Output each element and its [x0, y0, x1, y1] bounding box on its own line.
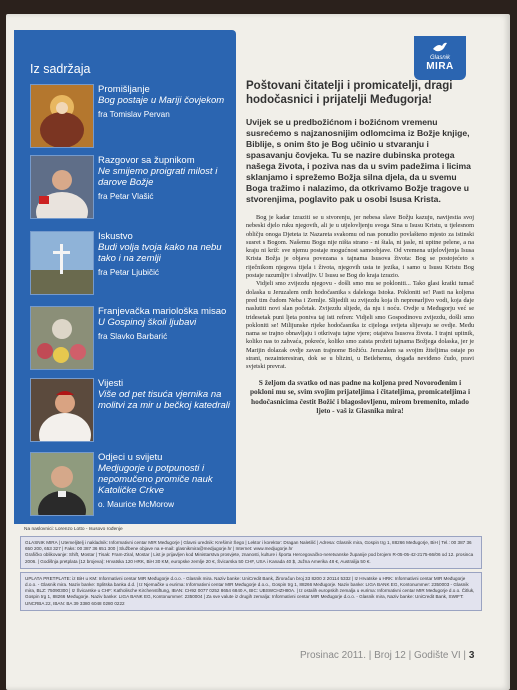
- flowers-statue-thumbnail: [30, 306, 94, 370]
- toc-item[interactable]: [30, 231, 230, 295]
- toc-heading: Odjeci u svijetu: [98, 452, 163, 463]
- imprint-box: [20, 536, 482, 569]
- footer-issue: Prosinac 2011. | Broj 12 | Godište VI |: [300, 650, 467, 661]
- toc-item[interactable]: [30, 306, 230, 370]
- imprint-line: UPLATA PRETPLATE: iz BiH u KM: Informativni centar MIR Međugorje d.o.o. - Glasnik mira. Naziv banke: UniCredit Bank, Žiroračun broj 33 8200 2 20114 5332 | Iz Hrvatske u HRK: Informativni centar MIR Međugorje d.o.o. - Glasnik mira. Naziv banke: Splitska banka d.d. | Iz Njemačke u eurima: Informativni centar MIR Međugorje d.o.o., Gospin trg 1, 88266 Međugorje. Naziv banke: LIGA BANK EG, Kontonummer: 2350003 - Glasnik mira, BLZ: 75090300 | Iz Švicarske u CHF: Katholische Kirchenstiftung, IBAN: CH92 0077 0252 8654 6840 A, BIC: UBSWCHZH80A. | Iz ostalih europskih zemalja u eurima: Informativni centar MIR Međugorje d.o.o. Čitluk, Gospin trg 1, 88266 Međugorje. Naziv banke: LIGA BANK EG, Kontonummer: 2350004 | Za sve valute iz drugih zemalja: Informativni centar MIR Međugorje d.o.o. - Glasnik mira, Naziv banke: UniCredit Bank, SWIFT: UNCRBA 22, IBAN: BA 39 3380 6048 0280 0222: [25, 575, 475, 606]
- toc-author: fra Slavko Barbarić: [98, 332, 168, 341]
- imprint-line: GLASNIK MIRA | Utemeljitelj i nakladnik: Informativni centar MIR Međugorje | Glavni urednik: Krešimir Šego | Lektor i korektor: Dragan Naletilić | Adresa: Glasnik mira, Gospin trg 1, 88266 Međugorje, BiH | Tel.: 00 387 36 650 200, 653 327 | Faks: 00 387 36 651 300 | Službene objave na e-mail: glasnikmira@medjugorje.hr | Internet: www.medjugorje.hr: [25, 540, 472, 552]
- toc-item[interactable]: [30, 84, 230, 148]
- cardinal-photo-thumbnail: [30, 378, 94, 442]
- toc-heading: Promišljanje: [98, 84, 150, 95]
- dove-icon: [432, 40, 448, 54]
- imprint-block: [20, 536, 482, 614]
- imprint-box: [20, 572, 482, 611]
- toc-author: fra Petar Ljubičić: [98, 268, 159, 277]
- toc-heading: Vijesti: [98, 378, 124, 389]
- toc-title: Iz sadržaja: [30, 62, 91, 76]
- logo-big-text: MIRA: [426, 61, 454, 72]
- toc-item[interactable]: [30, 378, 230, 442]
- toc-subtitle: Bog postaje u Mariji čovjekom: [98, 95, 225, 106]
- toc-heading: Iskustvo: [98, 231, 133, 242]
- toc-item[interactable]: [30, 155, 230, 219]
- toc-subtitle: Medjugorje u potpunosti i nepomučeno promiče nauk Katoličke Crkve: [98, 463, 213, 496]
- priest-portrait-thumbnail: [30, 452, 94, 516]
- toc-subtitle: Budi volja tvoja kako na nebu tako i na zemlji: [98, 242, 222, 264]
- toc-heading: Razgovor sa župnikom: [98, 155, 195, 166]
- cover-caption: Na naslovnici: Lorenzo Lotto - Isusovo rođenje: [24, 527, 123, 532]
- letter-title: Poštovani čitatelji i promicatelji, dragi hodočasnici i prijatelji Međugorja!: [246, 80, 453, 106]
- priest-photo-thumbnail: [30, 155, 94, 219]
- imprint-line: Grafičko oblikovanje: Shift, Mostar | Tisak: Fram-Ziral, Mostar | List je prijavljen kod Ministarstva prosvjete, znanosti, kulture i športa Hercegovačko-neretvanske županije pod brojem R-05-05-42-2175-66/06 od 12. prosinca 2006. | Godišnja pretplata (12 brojeva): Hrvatska 120 HRK, BiH 30 KM, europske zemlje 20 €, Švicarska 50 CHF, USA i Kanada 40 $, Južna Amerika 48 €, Australija 50 €.: [25, 552, 474, 564]
- toc-author: fra Petar Vlašić: [98, 192, 154, 201]
- toc-heading: Franjevačka mariološka misao: [98, 306, 227, 317]
- page-footer: [300, 650, 474, 661]
- letter-paragraph: Bog je kadar izraziti se u stvorenju, jer nebesa slave Božju kazuju, navijestia svoj nebeski djelo ruku njegovih, ali je u utjelovljenju svoga Sina u Isusu Kristu, u tjelesnom obličju onoga Djeteta iz Nazareta svakomu od nas ponudio povlašteno mjesto za istinski susret s Bogom. Našemu Bogu nije ništa strano - ni štala, ni jasle, ni upitne pelene, a na kraju ni križ: sve njemu postaje mogućnost samoobjave. Od vremena utjelovljenja Isusa Krista Božja je objava povezana s tajnama Isusova života: Bog se postojećeto s riječnikom njegova tijela i života, njegovih usta te jezika, i samo u Isusu Kristu Bog postaje razumljiv i shvatljiv. U Isusu se Bog do kraja izrazio.: [246, 214, 474, 280]
- toc-author: o. Maurice McMorow: [98, 500, 174, 509]
- madonna-painting-thumbnail: [30, 84, 94, 148]
- toc-subtitle: U Gospinoj školi ljubavi: [98, 317, 197, 328]
- letter-paragraph: Vidjeli smo zvijezdu njegovu - došli smo mu se pokloniti... Tako glasi kratki tumač dolaska u Jeruzalem onih hodočasnika s dalekoga Istoka. Pokloniti se! Pasti na koljena pred tim čudom Neba i Zemlje. Slijedili su zvijezdu koja ih nepreваrljivo vodi, koja daje naslutiti novi slan početak. Zvijezdu slijede, da nju i noću. Ovdje u Međugorju već se tridesetak puni ljeta poniva taj isti refren: Vidjeli smo Gospodinovu zvijezdu, došli smo pokloniti se! Milijunske rijeke hodočasnika iz cijeloga svijeta slijevaju se ovdje. Među nama se trajno obnavljaju i otkrivaju tajne vjere; otajstva Isusova života. I trajni upitnik, koliko nas to zahvaća, pokreće, koliko smo zaista prožeti tajnama Božjega dolaska, jer je Marijin dolazak ovdje zavan trajnome Božiću. Jeruzalem sa svojim žiteljima ostaje po strani, nezainteresiran, dok se u blizini, u Betlehemu, događa neviđeno čudo, pravi svjetski prevrat.: [246, 280, 474, 371]
- glasnik-mira-logo: [414, 36, 466, 80]
- letter-closing: S željom da svatko od nas padne na koljena pred Novorođenim i pokloni mu se, svim svojim prijateljima i čitateljima, promicateljima i hodočasnicima čestit Božić i blagoslovljenu, mirom bremenito, mlado ljeto - vaš iz Glasnika mira!: [249, 377, 471, 416]
- editorial-letter: [246, 80, 474, 416]
- toc-item[interactable]: [30, 452, 230, 516]
- toc-author: fra Tomislav Pervan: [98, 110, 170, 119]
- cross-hill-thumbnail: [30, 231, 94, 295]
- toc-subtitle: Više od pet tisuća vjernika na molitvi za mir u bečkoj katedrali: [98, 389, 230, 411]
- letter-lead: Uvijek se u predbožićnom i božićnom vremenu susrećemo s najzanosnijim odlomcima iz Božje knjige, Biblije, s onim što je Bog učinio u stvaranju i spasavanju čovjeka. Tu se nazire dubinska protega našega života, i poziva nas da u svim padežima i licima sklanjamo i sprežemo Božja silna djela, da u svemu Boga tražimo i nalazimo, da otkrivamo Božje tragove u stvorenjima, poglavito pak u osobi Isusa Krista.: [246, 117, 471, 204]
- page-number: 3: [468, 650, 475, 661]
- toc-subtitle: Ne smijemo proigrati milost i darove Božje: [98, 166, 218, 188]
- logo-small-text: Glasnik: [429, 55, 450, 61]
